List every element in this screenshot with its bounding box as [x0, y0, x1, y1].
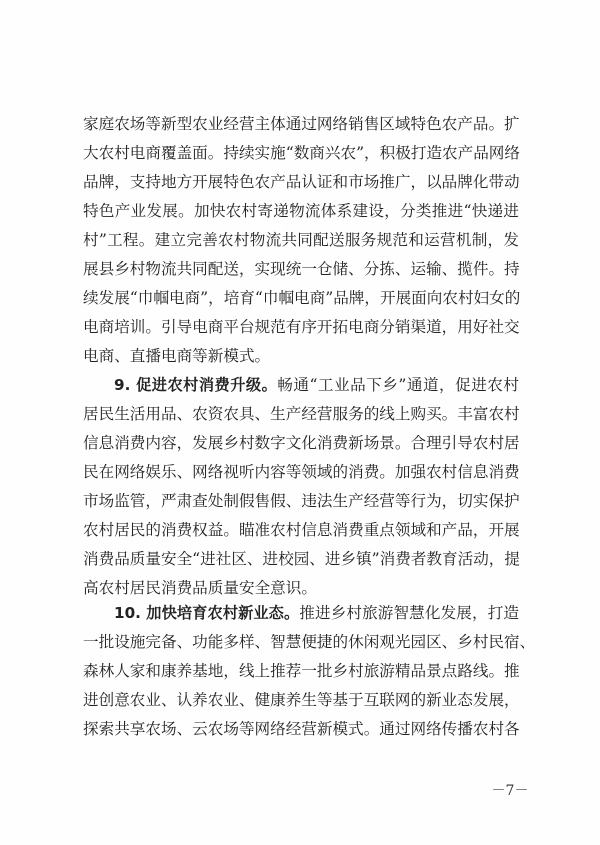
text-line: 电商、直播电商等新模式。 — [83, 347, 271, 365]
text-line: 展县乡村物流共同配送，实现统一仓储、分拣、运输、揽件。持 — [83, 260, 520, 278]
text-line: 森林人家和康养基地，线上推荐一批乡村旅游精品景点路线。推 — [83, 662, 520, 680]
text-line: 探索共享农场、云农场等网络经营新模式。通过网络传播农村各 — [83, 720, 520, 738]
text-line: 续发展“巾帼电商”，培育“巾帼电商”品牌，开展面向农村妇女的 — [83, 289, 521, 307]
paragraph-rural-ecommerce — [83, 110, 519, 371]
page-number: －7－ — [491, 783, 529, 799]
text-line: 民在网络娱乐、网络视听内容等领域的消费。加强农村信息消费 — [83, 463, 520, 481]
text-line: 特色产业发展。加快农村寄递物流体系建设，分类推进“快递进 — [83, 202, 519, 220]
text-line-rest: 推进乡村旅游智慧化发展，打造 — [299, 604, 519, 622]
text-line: 家庭农场等新型农业经营主体通过网络销售区域特色农产品。扩 — [83, 115, 520, 133]
text-line: 电商培训。引导电商平台规范有序开拓电商分销渠道，用好社交 — [83, 318, 520, 336]
text-line: 品牌，支持地方开展特色农产品认证和市场推广，以品牌化带动 — [83, 173, 520, 191]
text-line-rest: 畅通“工业品下乡”通道，促进农村 — [277, 376, 519, 394]
text-line: 信息消费内容，发展乡村数字文化消费新场景。合理引导农村居 — [83, 434, 520, 452]
text-line-first — [83, 599, 519, 628]
text-line: 进创意农业、认养农业、健康养生等基于互联网的新业态发展， — [83, 691, 520, 709]
section-heading-9: 9. 促进农村消费升级。 — [114, 376, 278, 394]
text-line: 消费品质量安全“进社区、进校园、进乡镇”消费者教育活动，提 — [83, 550, 520, 568]
text-line: 市场监管，严肃查处制假售假、违法生产经营等行为，切实保护 — [83, 492, 520, 510]
text-line: 高农村居民消费品质量安全意识。 — [83, 579, 317, 597]
text-line: 村”工程。建立完善农村物流共同配送服务规范和运营机制，发 — [83, 231, 519, 249]
text-line-first — [83, 371, 519, 400]
paragraph-rural-consumption — [83, 371, 519, 603]
text-line: 大农村电商覆盖面。持续实施“数商兴农”，积极打造农产品网络 — [83, 144, 520, 162]
paragraph-rural-new-business — [83, 599, 536, 744]
section-heading-10: 10. 加快培育农村新业态。 — [114, 604, 300, 622]
text-line: 农村居民的消费权益。瞄准农村信息消费重点领域和产品，开展 — [83, 521, 520, 539]
text-line: 居民生活用品、农资农具、生产经营服务的线上购买。丰富农村 — [83, 405, 520, 423]
text-line: 一批设施完备、功能多样、智慧便捷的休闲观光园区、乡村民宿、 — [83, 633, 536, 651]
